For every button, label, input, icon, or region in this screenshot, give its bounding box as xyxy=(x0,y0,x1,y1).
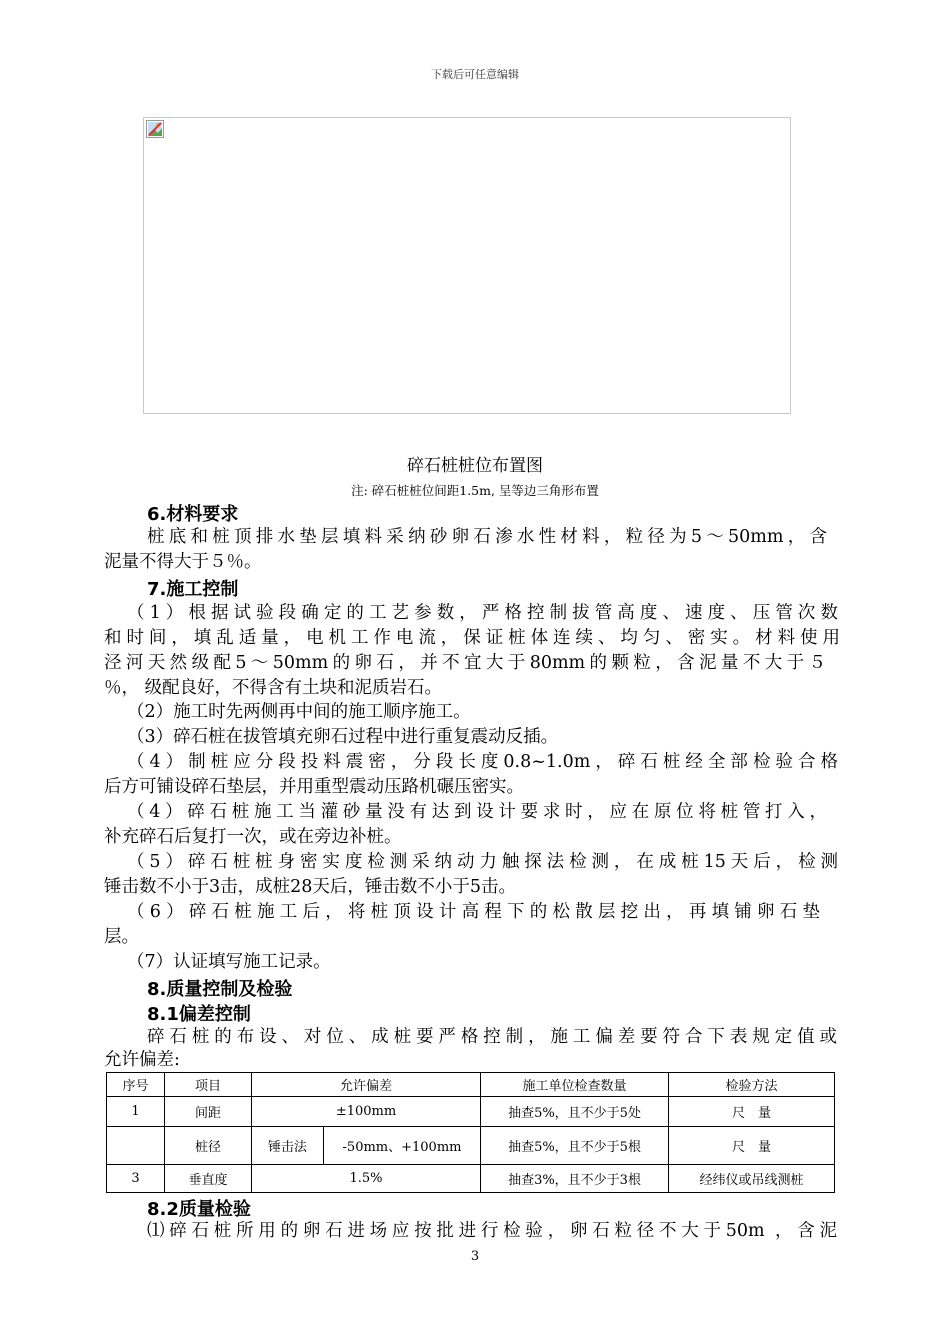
sec7-item-line: （2）施工时先两侧再中间的施工顺序施工。 xyxy=(127,702,471,722)
table-cell: 桩径 xyxy=(165,1127,252,1165)
section-8-1-heading: 8.1偏差控制 xyxy=(147,1004,251,1025)
sec7-item-line: （5）碎石桩桩身密实度检测采纳动力触探法检测，在成桩15天后，检测 xyxy=(127,852,838,872)
sec8-paragraph-line: 碎石桩的布设、对位、成桩要严格控制，施工偏差要符合下表规定值或 xyxy=(147,1027,837,1047)
sec7-item-line: （3）碎石桩在拔管填充卵石过程中进行重复震动反插。 xyxy=(127,727,559,747)
table-cell: -50mm、+100mm xyxy=(324,1127,481,1165)
table-cell: 1 xyxy=(107,1097,165,1127)
table-header-cell: 检验方法 xyxy=(669,1073,835,1097)
sec7-item-line: 补充碎石后复打一次，或在旁边补桩。 xyxy=(104,827,402,847)
tolerance-table xyxy=(106,1072,835,1193)
sec7-item-line: ％， 级配良好，不得含有土块和泥质岩石。 xyxy=(104,678,443,698)
table-header-row xyxy=(107,1073,835,1097)
table-cell: 经纬仪或吊线测桩 xyxy=(669,1165,835,1193)
sec7-item-line: （6）碎石桩施工后，将桩顶设计高程下的松散层挖出，再填铺卵石垫 xyxy=(127,902,820,922)
table-cell: 垂直度 xyxy=(165,1165,252,1193)
broken-image-icon xyxy=(146,120,164,138)
sec6-paragraph-line: 泥量不得大于５％。 xyxy=(104,552,262,572)
sec7-item-line: 泾河天然级配5～50mm的卵石，并不宜大于80mm的颗粒，含泥量不大于５ xyxy=(104,653,826,673)
sec7-item-line: （7）认证填写施工记录。 xyxy=(127,952,331,972)
table-header-cell: 施工单位检查数量 xyxy=(481,1073,669,1097)
sec7-item-line: （1）根据试验段确定的工艺参数，严格控制拔管高度、速度、压管次数 xyxy=(127,603,838,623)
sec8-paragraph-line: 允许偏差: xyxy=(104,1050,180,1070)
sec7-item-line: 层。 xyxy=(104,927,139,947)
table-row xyxy=(107,1097,835,1127)
figure-note: 注: 碎石桩桩位间距1.5m, 呈等边三角形布置 xyxy=(351,483,599,498)
table-cell: 尺 量 xyxy=(669,1127,835,1165)
figure-caption: 碎石桩桩位布置图 xyxy=(407,456,543,476)
table-header-cell: 允许偏差 xyxy=(252,1073,481,1097)
table-cell: 尺 量 xyxy=(669,1097,835,1127)
table-cell: 抽查3%，且不少于3根 xyxy=(481,1165,669,1193)
sec7-item-line: （4）制桩应分段投料震密，分段长度0.8~1.0m，碎石桩经全部检验合格 xyxy=(127,752,838,772)
table-header-cell: 序号 xyxy=(107,1073,165,1097)
section-8-2-heading: 8.2质量检验 xyxy=(147,1199,251,1220)
page-header: 下载后可任意编辑 xyxy=(431,68,519,81)
page-number: 3 xyxy=(470,1249,480,1264)
sec8-paragraph-line: ⑴碎石桩所用的卵石进场应按批进行检验，卵石粒径不大于50m ，含泥 xyxy=(147,1221,837,1241)
table-cell: ±100mm xyxy=(252,1097,481,1127)
table-row xyxy=(107,1127,835,1165)
table-cell: 3 xyxy=(107,1165,165,1193)
table-cell: 抽查5%，且不少于5处 xyxy=(481,1097,669,1127)
sec7-item-line: 和时间，填乱适量，电机工作电流，保证桩体连续、均匀、密实。材料使用 xyxy=(104,628,840,648)
table-cell: 间距 xyxy=(165,1097,252,1127)
section-6-heading: 6.材料要求 xyxy=(147,504,239,525)
sec7-item-line: 后方可铺设碎石垫层，并用重型震动压路机碾压密实。 xyxy=(104,777,524,797)
sec7-item-line: （4）碎石桩施工当灌砂量没有达到设计要求时，应在原位将桩管打入， xyxy=(127,802,827,822)
table-cell: 抽查5%，且不少于5根 xyxy=(481,1127,669,1165)
table-header-cell: 项目 xyxy=(165,1073,252,1097)
table-row xyxy=(107,1165,835,1193)
section-7-heading: 7.施工控制 xyxy=(147,579,239,600)
sec7-item-line: 锤击数不小于3击，成桩28天后，锤击数不小于5击。 xyxy=(104,877,517,897)
table-cell xyxy=(107,1127,165,1165)
sec6-paragraph-line: 桩底和桩顶排水垫层填料采纳砂卵石渗水性材料，粒径为5～50mm，含 xyxy=(147,527,827,547)
table-cell: 1.5% xyxy=(252,1165,481,1193)
section-8-heading: 8.质量控制及检验 xyxy=(147,979,293,1000)
broken-image-placeholder xyxy=(143,117,791,414)
table-cell: 锤击法 xyxy=(252,1127,324,1165)
